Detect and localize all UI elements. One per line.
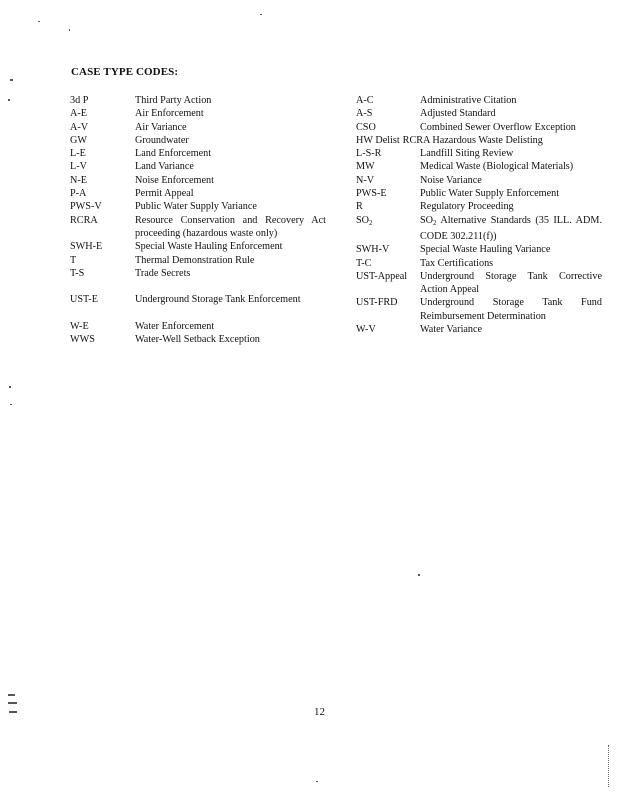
case-code-description: Trade Secrets	[135, 267, 191, 279]
case-codes-right-column	[356, 94, 602, 336]
case-code: W-V	[356, 324, 376, 336]
case-code: PWS-E	[356, 188, 387, 200]
case-code-entry	[356, 147, 602, 160]
case-code-description: Land Enforcement	[135, 148, 212, 160]
case-code: P-A	[70, 188, 87, 200]
case-code-description: Adjusted Standard	[420, 108, 496, 120]
case-code-description: Special Waste Hauling Variance	[420, 244, 551, 256]
scan-speck	[38, 21, 40, 22]
case-codes-left-column	[70, 94, 326, 347]
case-code-description: Tax Certifications	[420, 257, 494, 269]
case-code-description: Resource Conservation and Recovery Act proceeding (hazardous waste only)	[135, 214, 326, 239]
scan-speck	[260, 14, 262, 15]
case-code-entry	[70, 147, 326, 160]
case-code-description: Thermal Demonstration Rule	[135, 254, 255, 266]
case-code-entry	[356, 187, 602, 200]
case-code-description: Noise Enforcement	[135, 174, 214, 186]
page-number: 12	[314, 706, 325, 718]
case-code: WWS	[70, 334, 95, 346]
case-code-entry	[70, 293, 326, 306]
case-code: A-C	[356, 95, 374, 106]
case-code-entry	[70, 333, 326, 346]
case-code-entry	[70, 200, 326, 213]
scan-speck	[8, 99, 10, 101]
case-code-entry	[356, 257, 602, 270]
scan-speck	[9, 386, 11, 388]
case-code-entry	[70, 254, 326, 267]
case-code-entry	[70, 320, 326, 333]
case-code-entry	[70, 214, 326, 241]
case-code: CSO	[356, 121, 376, 133]
case-code-entry	[70, 134, 326, 147]
scan-speck	[69, 29, 70, 31]
case-code: N-V	[356, 174, 375, 186]
case-code-description: Water Variance	[420, 324, 483, 336]
case-code: A-E	[70, 108, 87, 120]
scan-speck	[316, 781, 318, 782]
case-code: R	[356, 201, 363, 213]
case-code-entry	[70, 160, 326, 173]
case-code: UST-Appeal	[356, 270, 408, 282]
case-code: GW	[70, 134, 87, 146]
case-code: A-S	[356, 108, 373, 120]
case-code: 3d P	[70, 95, 89, 106]
case-code: N-E	[70, 174, 87, 186]
case-code-description: Underground Storage Tank Corrective Action Appeal	[420, 270, 602, 296]
case-code-description: Public Water Supply Enforcement	[420, 188, 560, 200]
description-subscript: 2	[433, 218, 437, 227]
case-code-description: Third Party Action	[135, 95, 212, 106]
case-code-entry	[356, 243, 602, 256]
case-code-entry	[356, 121, 602, 134]
case-code: SWH-E	[70, 241, 103, 253]
scan-speck	[10, 404, 12, 405]
case-code-description: Air Enforcement	[135, 108, 204, 120]
scan-speck	[8, 694, 15, 696]
case-code-description: Underground Storage Tank Fund Reimbursement Determination	[420, 297, 602, 322]
case-code: L-V	[70, 161, 87, 173]
case-code-entry	[356, 94, 602, 107]
case-code-entry	[70, 94, 326, 107]
description-main: SO	[420, 214, 434, 226]
scan-speck	[8, 702, 17, 704]
case-code: L-S-R	[356, 148, 382, 160]
case-code-description: Medical Waste (Biological Materials)	[420, 161, 574, 173]
case-code-entry	[70, 267, 326, 280]
case-code-entry	[356, 134, 602, 147]
case-code-description: Noise Variance	[420, 174, 482, 186]
scan-speck	[418, 574, 420, 576]
scan-edge-marks	[606, 745, 609, 787]
case-code-entry	[70, 187, 326, 200]
case-code: T-C	[356, 257, 372, 269]
case-code-description	[420, 214, 602, 244]
case-code-entry	[70, 107, 326, 120]
case-code: RCRA	[70, 214, 98, 226]
case-code-description: Underground Storage Tank Enforcement	[135, 294, 301, 306]
case-code: UST-FRD	[356, 297, 398, 309]
row-spacer	[70, 307, 326, 320]
case-code-entry	[70, 174, 326, 187]
case-code: A-V	[70, 121, 89, 133]
case-code: W-E	[70, 321, 89, 333]
description-rest: Alternative Standards (35 ILL. ADM. CODE 302.211(f))	[420, 214, 602, 242]
case-code-description: RCRA Hazardous Waste Delisting	[402, 134, 543, 146]
case-code-entry	[70, 240, 326, 253]
case-code	[356, 214, 420, 230]
case-code-description: Water-Well Setback Exception	[135, 334, 260, 346]
case-code: PWS-V	[70, 201, 102, 213]
case-code-description: Special Waste Hauling Enforcement	[135, 241, 283, 253]
case-code: UST-E	[70, 294, 98, 306]
case-code-description: Groundwater	[135, 134, 189, 146]
case-code-entry	[356, 214, 602, 244]
case-code-entry	[356, 174, 602, 187]
section-heading: CASE TYPE CODES:	[71, 66, 179, 78]
case-code: MW	[356, 161, 375, 173]
case-code-description: Regulatory Proceeding	[420, 201, 514, 213]
case-code-description: Water Enforcement	[135, 321, 215, 333]
case-code-main: SO	[356, 214, 370, 226]
case-code-entry	[356, 270, 602, 297]
case-code-entry	[356, 296, 602, 323]
case-code: HW Delist	[356, 134, 400, 146]
case-code-description: Landfill Siting Review	[420, 148, 514, 160]
case-code: T-S	[70, 267, 85, 279]
case-code-description: Combined Sewer Overflow Exception	[420, 121, 576, 133]
scan-speck	[9, 711, 17, 713]
case-code: SWH-V	[356, 244, 390, 256]
case-code-entry	[356, 107, 602, 120]
case-code-description: Administrative Citation	[420, 95, 517, 106]
case-code-entry	[356, 200, 602, 213]
case-code: T	[70, 254, 77, 266]
row-spacer	[70, 280, 326, 293]
case-code-description: Air Variance	[135, 121, 187, 133]
case-code-description: Land Variance	[135, 161, 194, 173]
case-code-entry	[356, 323, 602, 336]
case-code-description: Permit Appeal	[135, 188, 194, 200]
case-code-description: Public Water Supply Variance	[135, 201, 257, 213]
case-code-entry	[70, 121, 326, 134]
case-code: L-E	[70, 148, 86, 160]
scan-speck	[10, 79, 13, 81]
case-code-subscript: 2	[369, 218, 373, 227]
case-code-entry	[356, 160, 602, 173]
